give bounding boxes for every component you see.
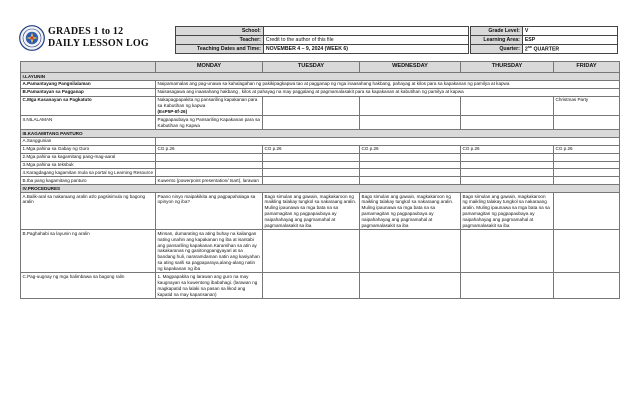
section-kagamitan-label: III.KAGAMITANG PANTURO bbox=[21, 130, 620, 138]
row-label: A.Sanggunian bbox=[21, 137, 156, 145]
cell-monday: Pagpapaubaya ng Pansariling Kapakanan para sa Kabutihan ng Kapwa bbox=[156, 116, 263, 130]
title-grades: GRADES 1 to 12 bbox=[48, 26, 124, 37]
cell-tuesday bbox=[263, 96, 360, 116]
cell-monday: Kuwento (powerpoint presentation/ tsart), larawan bbox=[156, 177, 263, 185]
dates-value[interactable]: NOVEMBER 4 – 9, 2024 (WEEK 6) bbox=[263, 45, 468, 54]
section-procedures-label: IV.PROCEDURES bbox=[21, 185, 620, 193]
cell-wednesday: Bago simulan ang gawain, magkakaroon ng maikling talakay tungkol sa nakaraang aralin. Muling ipaunawa sa mga bata na sa pamamagitan ng pagpapaubaya ay naipahahayag ang pagmamahal at pagmamalasakit sa iba bbox=[360, 193, 461, 230]
cell-thursday: Bago simulan ang gawain, magkakaroon ng maikling talakay tungkol sa nakaraang aralin. Muling ipaunawa sa mga bata na sa pamamagitan ng pagpapaubaya ay naipahahayag ang pagmamahal at pagmamalasakit sa iba bbox=[461, 193, 554, 230]
cell-wednesday bbox=[360, 96, 461, 116]
title-daily-lesson-log: DAILY LESSON LOG bbox=[48, 38, 149, 49]
row-label: A.Pamantayang Pangnilalaman bbox=[21, 80, 156, 88]
learning-area-value[interactable]: ESP bbox=[522, 36, 617, 45]
cell-wednesday: CG p.26 bbox=[360, 145, 461, 153]
cell-friday: CG p.26 bbox=[554, 145, 620, 153]
day-thursday: THURSDAY bbox=[461, 62, 554, 73]
row-iba-pang-kagamitan bbox=[21, 177, 620, 185]
cell-monday: Nakapagpapakita ng pansariling kapakanan para sa Kabutihan ng kapwa (EsP5P-IIf-26) bbox=[156, 96, 263, 116]
row-label: 3.Mga pahina sa teksbuk bbox=[21, 161, 156, 169]
teacher-label: Teacher: bbox=[176, 36, 264, 45]
row-label: C.Pag-uugnay ng mga halimbawa sa bagong ralin bbox=[21, 273, 156, 299]
row-label: 2.Mga pahina sa kagamitang pang-mag-aaral bbox=[21, 153, 156, 161]
row-label: A.Balik-aral sa nakaraang aralin at/o pagsisimula ng bagong aralin bbox=[21, 193, 156, 230]
row-text: Naipamamalas ang pag-unawa sa kahalagahan ng pakikipagkapwa tao at pagganap ng mga inaasahang hakbang, pahayag at kilos para sa kapakanan ng pamilya at kapwa bbox=[156, 80, 620, 88]
corner-cell bbox=[21, 62, 156, 73]
cell-thursday: CG p.26 bbox=[461, 145, 554, 153]
deped-seal-icon bbox=[19, 25, 45, 51]
row-label: B.Iba pang kagamitang panturo bbox=[21, 177, 156, 185]
row-label: B.Pamantayan sa Pagganap bbox=[21, 88, 156, 96]
dates-label: Teaching Dates and Time: bbox=[176, 45, 264, 54]
cell-thursday bbox=[461, 96, 554, 116]
day-tuesday: TUESDAY bbox=[263, 62, 360, 73]
row-kasanayan bbox=[21, 96, 620, 116]
cell-tuesday: Bago simulan ang gawain, magkakaroon ng maikling talakay tungkol sa nakaraang aralin. Muling ipaunawa sa mga bata na sa pamamagitan ng pagpapaubaya ay naipahahayag ang pagmamahal at pagmamalasakit sa iba bbox=[263, 193, 360, 230]
cell-friday: Christmas Party bbox=[554, 96, 620, 116]
row-gabay-ng-guro bbox=[21, 145, 620, 153]
row-kagamitang-mag-aaral bbox=[21, 153, 620, 161]
row-portal bbox=[21, 169, 620, 177]
section-layunin bbox=[21, 73, 620, 81]
teacher-value[interactable]: Credit to the author of this file bbox=[263, 36, 468, 45]
quarter-label: Quarter: bbox=[471, 45, 523, 54]
section-procedures bbox=[21, 185, 620, 193]
info-left-table bbox=[175, 26, 469, 54]
lesson-log-header bbox=[0, 0, 640, 58]
row-text: Naisasagawa ang inaasahang hakbang , kilos at pahayag na may paggalang at pagmamalasakit para sa kapakanan at kabutihan ng pamilya at kapwa bbox=[156, 88, 620, 96]
day-friday: FRIDAY bbox=[554, 62, 620, 73]
info-right-table bbox=[470, 26, 618, 54]
row-pamantayang-pangnilalaman bbox=[21, 80, 620, 88]
grade-level-label: Grade Level: bbox=[471, 27, 523, 36]
learning-area-label: Learning Area: bbox=[471, 36, 523, 45]
row-label: II.NILALAMAN bbox=[21, 116, 156, 130]
days-header-row bbox=[21, 62, 620, 73]
section-kagamitan bbox=[21, 130, 620, 138]
cell-monday: Minsan, dumarating sa ating buhay na kailangan nating unahin ang kapakanan ng iba at isantabi ang pansariling kapakanan.Karamihan sa atin ay nakakaranas ng ganitongpangyayari at sa bandang huli, nararamdaman natin ang kasiyahan sa ating sarili sa pagpaparaya,alang-alang natin ng kapakanan ng iba bbox=[156, 230, 263, 273]
section-layunin-label: I.LAYUNIN bbox=[21, 73, 620, 81]
row-paghahabi bbox=[21, 230, 620, 273]
cell-friday bbox=[554, 193, 620, 230]
cell-monday: Paano ninyo maipakikita ang pagpapahalaga sa opinyon ng iba? bbox=[156, 193, 263, 230]
row-pamantayan-sa-pagganap bbox=[21, 88, 620, 96]
row-nilalaman bbox=[21, 116, 620, 130]
cell-monday: CG p.26 bbox=[156, 145, 263, 153]
row-sanggunian bbox=[21, 137, 620, 145]
school-value[interactable] bbox=[263, 27, 468, 36]
cell-tuesday: CG p.26 bbox=[263, 145, 360, 153]
row-balik-aral bbox=[21, 193, 620, 230]
school-label: School: bbox=[176, 27, 264, 36]
grade-level-value[interactable]: V bbox=[522, 27, 617, 36]
row-label: C.Mga Kasanayan sa Pagkatuto bbox=[21, 96, 156, 116]
quarter-value[interactable]: 2ND QUARTER bbox=[522, 45, 617, 54]
day-wednesday: WEDNESDAY bbox=[360, 62, 461, 73]
row-label: B.Paghahabi sa layunin ng aralin bbox=[21, 230, 156, 273]
row-label: 1.Mga pahina sa Gabay ng Guro bbox=[21, 145, 156, 153]
day-monday: MONDAY bbox=[156, 62, 263, 73]
row-label: 4.Karagdagang kagamitan mula sa portal ng Learning Resource bbox=[21, 169, 156, 177]
cell-monday: 1. Magpapakita ng larawan ang guro na may kaugnayan sa kuwentong ibabahagi. (larawan ng magkapatid na lalaki na pasan sa likod ang kapatid na may kapansanan) bbox=[156, 273, 263, 299]
row-pag-uugnay bbox=[21, 273, 620, 299]
row-teksbuk bbox=[21, 161, 620, 169]
lesson-plan-table bbox=[20, 61, 620, 299]
